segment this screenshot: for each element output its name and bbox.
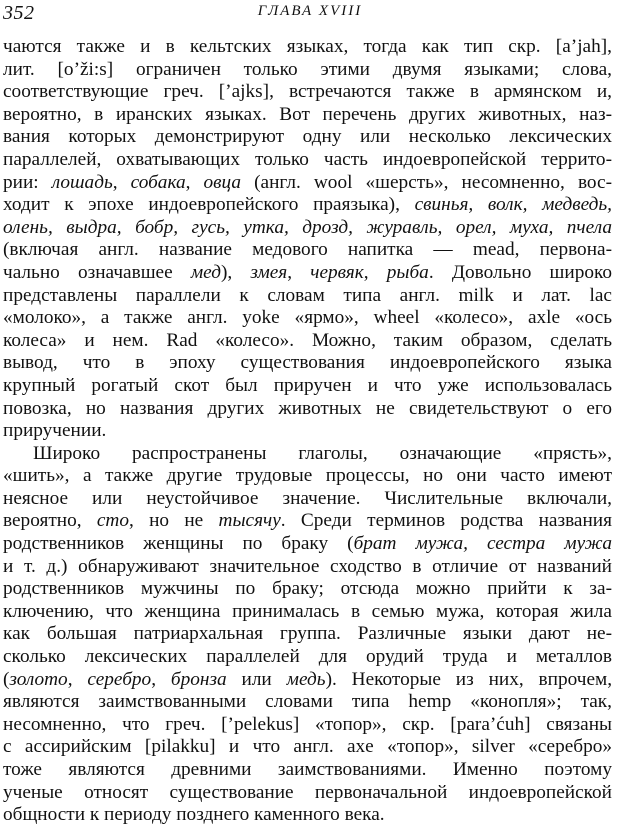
text-segment: (англ. wool «шерсть», несомненно, вос- bbox=[241, 171, 612, 193]
text-segment: чально означавшее bbox=[3, 261, 191, 283]
text-segment: вероятно, в иранских языках. Вот перечень других животных, наз- bbox=[3, 103, 612, 125]
page-header bbox=[0, 0, 620, 28]
text-line bbox=[3, 782, 612, 805]
text-segment: ключению, что женщина принималась в семью мужа, которая жила bbox=[3, 600, 612, 622]
text-line bbox=[3, 36, 612, 59]
text-segment: , bbox=[185, 171, 204, 193]
text-segment: вероятно, bbox=[3, 510, 97, 532]
italic-text: лошадь bbox=[51, 171, 113, 193]
text-segment: повозка, но названия других животных не свидетельствуют о его bbox=[3, 397, 612, 419]
text-segment: параллелей, охватывающих только часть индоевропейской террито- bbox=[3, 148, 612, 170]
text-line bbox=[3, 398, 612, 421]
text-segment: родственников женщины по браку ( bbox=[3, 533, 354, 555]
text-line bbox=[3, 646, 612, 669]
text-segment: лит. [o’ži:s] ограничен только этими двумя языками; слова, bbox=[3, 58, 612, 80]
text-segment: ( bbox=[3, 668, 10, 690]
text-segment: . Довольно широко bbox=[428, 261, 612, 283]
text-line bbox=[3, 669, 612, 692]
text-segment: с ассирийским [pilakku] и что англ. axe «топор», silver «серебро» bbox=[3, 736, 612, 758]
text-line bbox=[3, 262, 612, 285]
paragraph bbox=[3, 443, 612, 827]
text-segment: рии: bbox=[3, 171, 52, 193]
text-line bbox=[3, 104, 612, 127]
text-line bbox=[3, 510, 612, 533]
text-segment: ), bbox=[220, 261, 251, 283]
italic-text: золото bbox=[9, 668, 68, 690]
text-line bbox=[3, 420, 612, 443]
text-line bbox=[3, 352, 612, 375]
text-line bbox=[3, 217, 612, 240]
italic-text: рыба bbox=[386, 261, 429, 283]
paragraph bbox=[3, 36, 612, 443]
italic-text: бронза bbox=[170, 668, 227, 690]
running-head: ГЛАВА XVIII bbox=[257, 3, 363, 19]
text-segment: неясное или неустойчивое значение. Числительные включали, bbox=[3, 487, 612, 509]
text-segment: несомненно, что греч. [’pelekus] «топор», скр. [para’ćuh] связаны bbox=[3, 713, 612, 735]
text-line bbox=[3, 488, 612, 511]
text-segment: колеса» и нем. Rad «колесо». Можно, таким образом, сделать bbox=[3, 329, 612, 351]
body-text bbox=[3, 36, 612, 827]
text-line bbox=[3, 59, 612, 82]
text-segment: являются заимствованными словами типа hemp «конопля»; так, bbox=[3, 691, 612, 713]
text-segment: ходит к эпохе индоевропейского праязыка), bbox=[3, 194, 415, 216]
page-number: 352 bbox=[3, 2, 35, 24]
text-segment: крупный рогатый скот был приручен и что уже использовалась bbox=[3, 374, 612, 396]
text-segment: соответствующие греч. [’ajks], встречаются также в армянском и, bbox=[3, 81, 612, 103]
text-line bbox=[3, 533, 612, 556]
text-segment: (включая англ. название медового напитка — mead, первона- bbox=[3, 239, 612, 261]
text-line bbox=[3, 623, 612, 646]
text-segment: , bbox=[151, 668, 171, 690]
italic-text: овца bbox=[203, 171, 242, 193]
text-segment: как большая патриархальная группа. Различные языки дают не- bbox=[3, 623, 612, 645]
text-segment: тоже являются древними заимствованиями. Именно поэтому bbox=[3, 759, 612, 780]
italic-text: червяк bbox=[310, 261, 364, 283]
text-segment: приручении. bbox=[3, 420, 107, 442]
italic-text: тысячу bbox=[218, 510, 281, 532]
text-line bbox=[3, 149, 612, 172]
text-segment: ). Некоторые из них, впрочем, bbox=[325, 668, 612, 690]
italic-text: сто bbox=[96, 510, 129, 532]
text-segment: сколько лексических параллелей для орудий труда и металлов bbox=[3, 646, 612, 668]
text-segment: , bbox=[112, 171, 131, 193]
text-segment: чаются также и в кельтских языках, тогда как тип скр. [a’jah], bbox=[3, 36, 612, 57]
text-segment: представлены параллели к словам типа англ. milk и лат. lac bbox=[3, 284, 612, 306]
text-segment: Широко распространены глаголы, означающие «прясть», bbox=[33, 442, 612, 464]
text-segment: , bbox=[363, 261, 387, 283]
text-line bbox=[3, 601, 612, 624]
italic-text: мед bbox=[190, 261, 221, 283]
text-line bbox=[3, 691, 612, 714]
italic-text: свинья, волк, медведь, bbox=[414, 194, 612, 216]
italic-text: собака bbox=[130, 171, 186, 193]
text-segment: вания которых демонстрируют одну или несколько лексических bbox=[3, 126, 612, 148]
text-line bbox=[3, 239, 612, 262]
text-line bbox=[3, 759, 612, 782]
text-segment: «шить», а также другие трудовые процессы, но они часто имеют bbox=[3, 465, 612, 487]
text-line bbox=[3, 578, 612, 601]
text-line bbox=[3, 736, 612, 759]
text-line bbox=[3, 556, 612, 579]
text-segment: общности к периоду позднего каменного века. bbox=[3, 804, 385, 826]
text-line bbox=[3, 443, 612, 466]
text-segment: ученые относят существование первоначальной индоевропейской bbox=[3, 781, 612, 803]
text-line bbox=[3, 465, 612, 488]
text-line bbox=[3, 307, 612, 330]
italic-text: брат мужа, сестра мужа bbox=[353, 533, 612, 555]
text-segment: родственников мужчины по браку; отсюда можно прийти к за- bbox=[3, 578, 612, 600]
text-line bbox=[3, 172, 612, 195]
text-segment: вывод, что в эпоху существования индоевропейского языка bbox=[3, 352, 612, 374]
text-segment: «молоко», а также англ. yoke «ярмо», wheel «колесо», axle «ось bbox=[3, 307, 612, 329]
italic-text: серебро bbox=[87, 668, 152, 690]
text-line bbox=[3, 81, 612, 104]
italic-text: медь bbox=[286, 668, 326, 690]
italic-text: олень, выдра, бобр, гусь, утка, дрозд, журавль, орел, муха, пчела bbox=[3, 216, 612, 238]
text-segment: или bbox=[226, 668, 287, 690]
text-line bbox=[3, 285, 612, 308]
text-line bbox=[3, 804, 612, 827]
text-line bbox=[3, 126, 612, 149]
text-segment: , bbox=[287, 261, 311, 283]
text-segment: , но не bbox=[128, 510, 219, 532]
text-line bbox=[3, 194, 612, 217]
text-line bbox=[3, 375, 612, 398]
text-line bbox=[3, 330, 612, 353]
text-segment: , bbox=[67, 668, 88, 690]
text-line bbox=[3, 714, 612, 737]
text-segment: . Среди терминов родства названия bbox=[280, 510, 612, 532]
italic-text: змея bbox=[250, 261, 288, 283]
text-segment: и т. д.) обнаруживают значительное сходство в отличие от названий bbox=[3, 555, 612, 577]
